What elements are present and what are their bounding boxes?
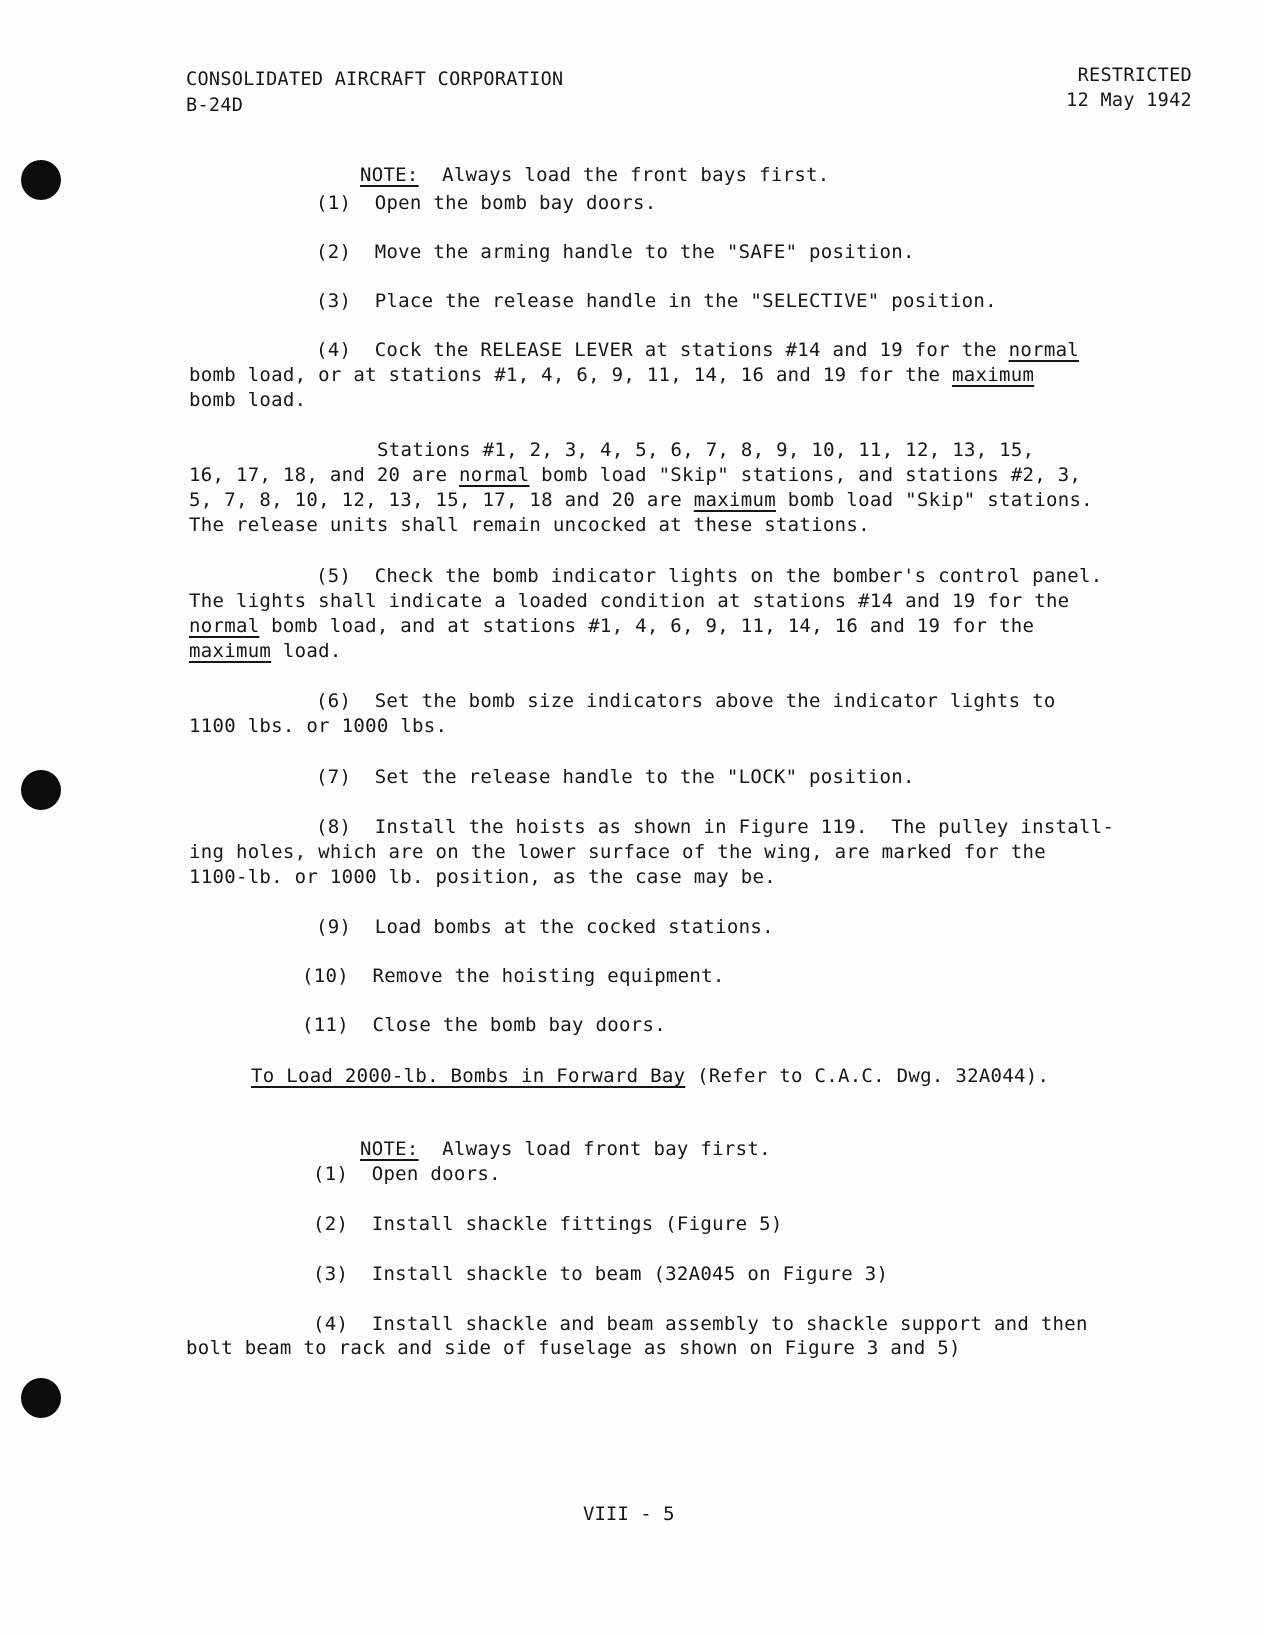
step-number: (9) [316,916,352,938]
step-6-line-2: 1100 lbs. or 1000 lbs. [189,715,448,737]
step-number: (1) [316,192,352,214]
text-run: 16, 17, 18, and 20 are [189,464,459,486]
section-heading-reference: (Refer to C.A.C. Dwg. 32A044). [685,1065,1050,1087]
stations-line-1: Stations #1, 2, 3, 4, 5, 6, 7, 8, 9, 10, 11, 12, 13, 15, [377,439,1035,461]
binder-hole-top [21,160,61,200]
underlined-word: normal [459,464,530,486]
page-number: VIII - 5 [583,1503,675,1525]
note-text: Always load the front bays first. [442,164,830,186]
text-run: bomb load "Skip" stations. [775,489,1093,511]
section2-step-4-line-1: (4) Install shackle and beam assembly to shackle support and then [313,1313,1088,1335]
underlined-word: normal [189,615,260,637]
text-run: bomb load "Skip" stations, and stations #2, 3, [529,464,1082,486]
step-text: Set the release handle to the "LOCK" position. [374,766,915,788]
header-company: CONSOLIDATED AIRCRAFT CORPORATION [186,69,564,90]
step-text: Close the bomb bay doors. [372,1014,666,1036]
underlined-word: maximum [189,640,272,662]
step-6-line-1: (6) Set the bomb size indicators above the indicator lights to [316,690,1056,712]
step-text: Open the bomb bay doors. [374,192,657,214]
binder-hole-bottom [21,1378,61,1418]
step-number: (1) [313,1163,349,1185]
step-4-line-2 [189,363,1034,387]
section2-step-1 [313,1162,501,1186]
step-number: (7) [316,766,352,788]
step-5-line-1: (5) Check the bomb indicator lights on the bomber's control panel. [316,565,1103,587]
step-1 [316,191,656,215]
text-run: (4) Cock the RELEASE LEVER at stations #14 and 19 for the [316,339,1009,361]
underlined-word: maximum [693,489,776,511]
step-8-line-1: (8) Install the hoists as shown in Figure 119. The pulley install- [316,816,1115,838]
step-number: (3) [313,1263,349,1285]
step-number: (2) [313,1213,349,1235]
note-text: Always load front bay first. [442,1138,771,1160]
text-run: bomb load, or at stations #1, 4, 6, 9, 11, 14, 16 and 19 for the [189,364,953,386]
step-9 [316,915,774,939]
step-5-line-3 [189,614,1034,638]
binder-hole-middle [21,770,61,810]
step-text: Load bombs at the cocked stations. [374,916,774,938]
step-4-line-3: bomb load. [189,389,307,411]
header-date: 12 May 1942 [1066,90,1192,111]
text-run: load. [271,640,342,662]
section2-step-4-line-2: bolt beam to rack and side of fuselage as shown on Figure 3 and 5) [186,1337,961,1359]
stations-line-3 [189,488,1093,512]
step-3 [316,289,997,313]
step-number: (2) [316,241,352,263]
section2-step-3 [313,1262,888,1286]
step-10 [302,964,725,988]
step-number: (11) [302,1014,349,1036]
step-text: Place the release handle in the "SELECTIVE" position. [374,290,997,312]
step-2 [316,240,915,264]
underlined-word: maximum [952,364,1035,386]
step-5-line-4 [189,639,342,663]
step-text: Open doors. [371,1163,501,1185]
stations-line-2 [189,463,1081,487]
step-text: Move the arming handle to the "SAFE" position. [374,241,915,263]
section-heading-2000lb [251,1064,1049,1088]
step-text: Install shackle to beam (32A045 on Figure 3) [371,1263,889,1285]
text-run: 5, 7, 8, 10, 12, 13, 15, 17, 18 and 20 are [189,489,694,511]
step-text: Install shackle fittings (Figure 5) [371,1213,783,1235]
section-heading-underlined: To Load 2000-lb. Bombs in Forward Bay [251,1065,686,1087]
step-number: (3) [316,290,352,312]
step-4-line-1 [316,338,1079,362]
step-5-line-2: The lights shall indicate a loaded condition at stations #14 and 19 for the [189,590,1070,612]
text-run: bomb load, and at stations #1, 4, 6, 9, 11, 14, 16 and 19 for the [259,615,1035,637]
step-11 [302,1013,666,1037]
note-label: NOTE: [359,1138,419,1160]
underlined-word: normal [1008,339,1080,361]
step-text: Remove the hoisting equipment. [372,965,725,987]
note-label: NOTE: [359,164,419,186]
header-classification: RESTRICTED [1077,65,1192,86]
step-number: (10) [302,965,349,987]
section2-step-2 [313,1212,783,1236]
stations-line-4: The release units shall remain uncocked at these stations. [189,514,870,536]
header-model: B-24D [186,95,244,116]
step-7 [316,765,915,789]
step-8-line-3: 1100-lb. or 1000 lb. position, as the case may be. [189,866,776,888]
step-8-line-2: ing holes, which are on the lower surface of the wing, are marked for the [189,841,1046,863]
